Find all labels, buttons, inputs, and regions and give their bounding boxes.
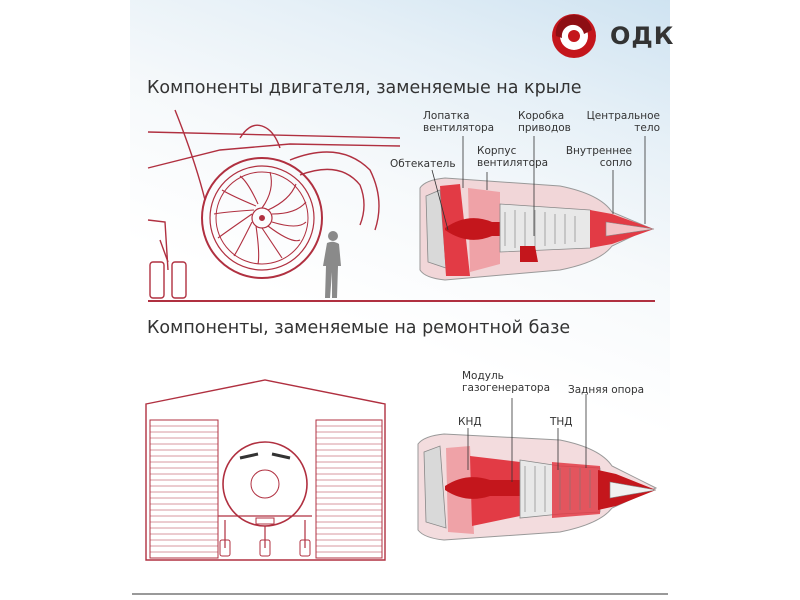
engine-front-view [202, 158, 322, 278]
person-silhouette [323, 231, 341, 298]
section2-title: Компоненты, заменяемые на ремонтной базе [147, 318, 571, 338]
aircraft-wing-drawing [148, 110, 400, 298]
label-center-body: Центральное тело [586, 110, 660, 134]
label-spinner: Обтекатель [390, 158, 456, 170]
label-lpc: КНД [458, 416, 482, 428]
label-core-module: Модуль газогенератора [462, 370, 550, 394]
hangar-drawing [146, 380, 385, 560]
label-lpt: ТНД [550, 416, 573, 428]
label-inner-nozzle: Внутреннее сопло [565, 145, 632, 169]
label-fan-case: Корпус вентилятора [477, 145, 549, 169]
section1-title: Компоненты двигателя, заменяемые на крыле [147, 78, 582, 98]
odk-logo-icon [552, 14, 596, 58]
engine-cutaway-wing [420, 178, 654, 280]
label-rear-support: Задняя опора [568, 384, 645, 396]
logo-text: ОДК [610, 22, 675, 50]
label-gearbox: Коробка приводов [518, 110, 571, 134]
label-fan-blade: Лопатка вентилятора [423, 110, 495, 134]
engine-cutaway-shop [418, 434, 656, 540]
